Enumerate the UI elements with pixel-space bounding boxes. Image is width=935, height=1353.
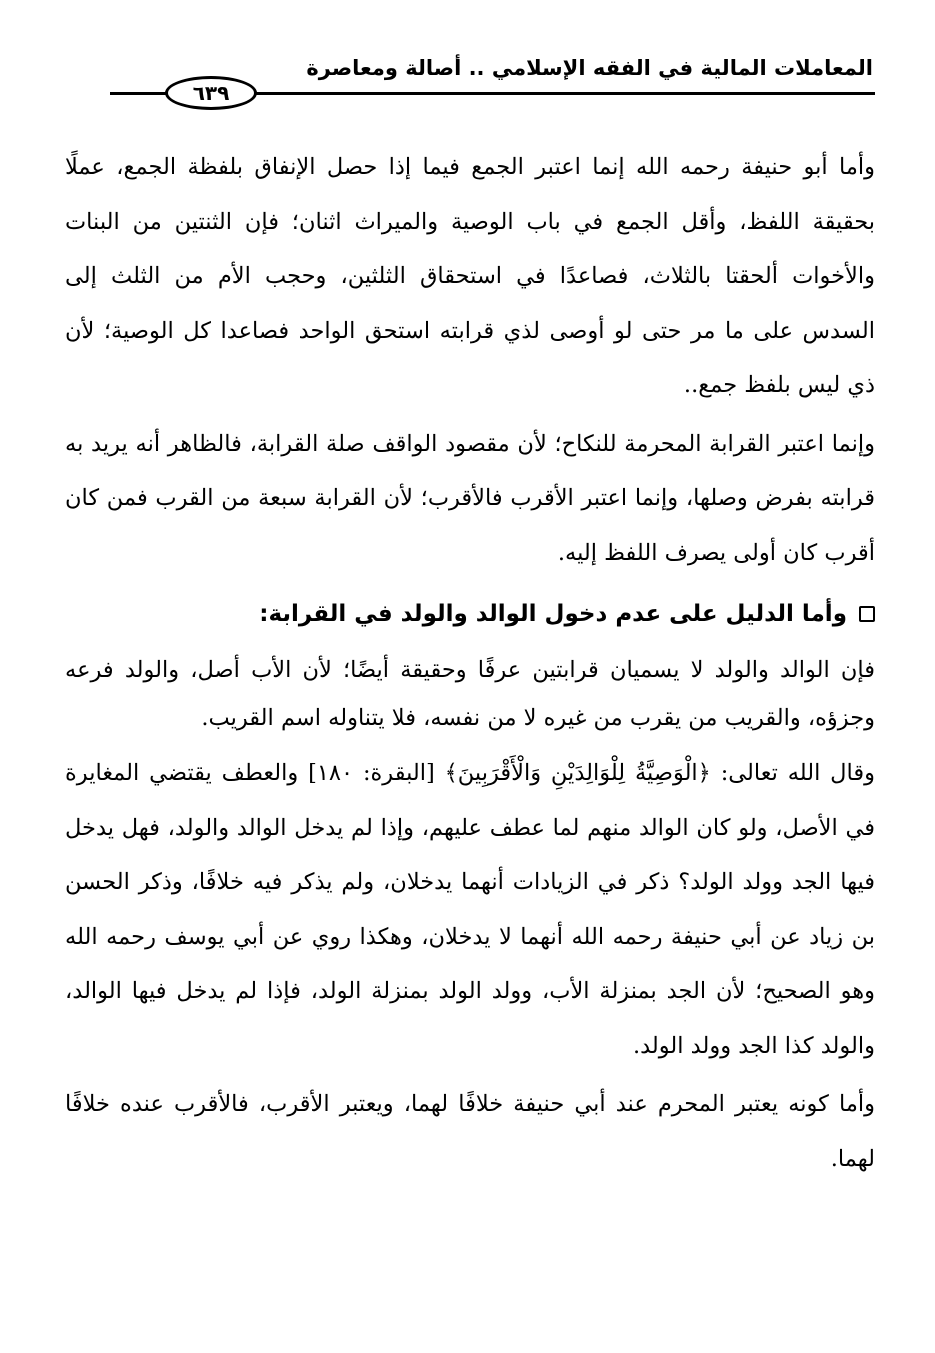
- page-number-badge: ٦٣٩: [165, 76, 257, 110]
- running-header-title: المعاملات المالية في الفقه الإسلامي .. أصالة ومعاصرة: [306, 56, 873, 80]
- section-heading: [65, 590, 875, 638]
- page-body: [65, 140, 875, 1190]
- paragraph-conclusion: وأما كونه يعتبر المحرم عند أبي حنيفة خلافًا لهما، ويعتبر الأقرب، فالأقرب عنده خلافًا لهما.: [65, 1091, 875, 1172]
- paragraph-quran-evidence: وقال الله تعالى: ﴿الْوَصِيَّةُ لِلْوَالِدَيْنِ وَالْأَقْرَبِينَ﴾ [البقرة: ١٨٠] والعطف يقتضي المغايرة في الأصل، ولو كان الوالد منهم لما عطف عليهم، وإذا لم يدخل الوالد والولد، فهل يدخل فيها الجد وولد الولد؟ ذكر في الزيادات أنهما يدخلان، ولم يذكر فيه خلافًا، وذكر الحسن بن زياد عن أبي حنيفة رحمه الله أنهما لا يدخلان، وهكذا روي عن أبي يوسف رحمه الله وهو الصحيح؛ لأن الجد بمنزلة الأب، وولد الولد بمنزلة الولد، فإذا لم يدخل فيها الوالد، والولد كذا الجد وولد الولد.: [65, 760, 875, 1059]
- paragraph-kinship-marriage: وإنما اعتبر القرابة المحرمة للنكاح؛ لأن مقصود الواقف صلة القرابة، فالظاهر أنه يريد به قرابته بفرض وصلها، وإنما اعتبر الأقرب فالأقرب؛ لأن القرابة سبعة من القرب فمن كان أقرب كان أولى يصرف اللفظ إليه.: [65, 430, 875, 566]
- square-bullet-icon: [859, 606, 875, 622]
- paragraph-father-son: فإن الوالد والولد لا يسميان قرابتين عرفًا وحقيقة أيضًا؛ لأن الأب أصل، والولد فرعه وجزؤه، والقريب من يقرب من غيره لا من نفسه، فلا يتناوله اسم القريب.: [65, 657, 875, 731]
- paragraph-abu-hanifa-plural: وأما أبو حنيفة رحمه الله إنما اعتبر الجمع فيما إذا حصل الإنفاق بلفظة الجمع، عملًا بحقيقة اللفظ، وأقل الجمع في باب الوصية والميراث اثنان؛ فإن الثنتين من البنات والأخوات ألحقتا بالثلاث، فصاعدًا في استحقاق الثلثين، وحجب الأم من الثلث إلى السدس على ما مر حتى لو أوصى لذي قرابته استحق الواحد فصاعدا كل الوصية؛ لأن ذي ليس بلفظ جمع..: [65, 154, 875, 398]
- section-heading-text: وأما الدليل على عدم دخول الوالد والولد في القرابة:: [259, 601, 847, 627]
